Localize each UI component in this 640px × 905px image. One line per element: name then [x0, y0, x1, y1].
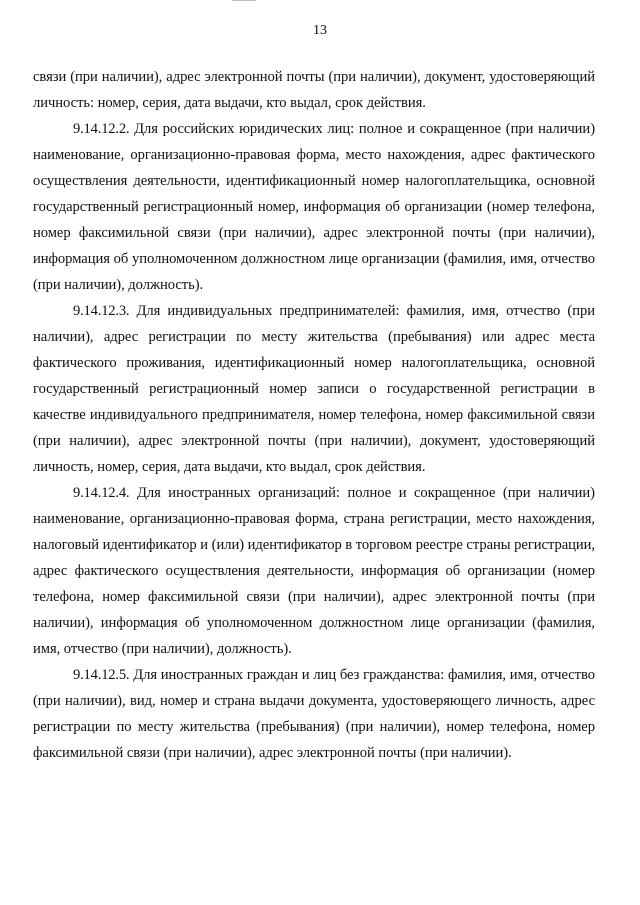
page-number: 13: [313, 23, 327, 38]
paragraph-number: 9.14.12.4.: [73, 485, 130, 501]
paragraph-text: связи (при наличии), адрес электронной почты (при наличии), документ, удостоверяющий личность: номер, серия, дата выдачи, кто выдал, срок действия.: [33, 69, 595, 111]
paragraph-number: 9.14.12.2.: [73, 121, 130, 137]
paragraph-text: Для иностранных граждан и лиц без гражданства: фамилия, имя, отчество (при наличии), вид, номер и страна выдачи документа, удостоверяющего личность, адрес регистрации по месту жительства (пребывания) (при наличии), номер телефона, номер факсимильной связи (при наличии), адрес электронной почты (при наличии).: [33, 667, 595, 761]
paragraph-9-14-12-5: [33, 662, 595, 766]
paragraph-text: Для индивидуальных предпринимателей: фамилия, имя, отчество (при наличии), адрес регистрации по месту жительства (пребывания) или адрес места фактического проживания, идентификационный номер налогоплательщика, основной государственный регистрационный номер записи о государственной регистрации в качестве индивидуального предпринимателя, номер телефона, номер факсимильной связи (при наличии), адрес электронной почты (при наличии), документ, удостоверяющий личность, номер, серия, дата выдачи, кто выдал, срок действия.: [33, 303, 595, 475]
paragraph-text: Для российских юридических лиц: полное и сокращенное (при наличии) наименование, организационно-правовая форма, место нахождения, адрес фактического осуществления деятельности, идентификационный номер налогоплательщика, основной государственный регистрационный номер, информация об организации (номер телефона, номер факсимильной связи (при наличии), адрес электронной почты (при наличии), информация об уполномоченном должностном лице организации (фамилия, имя, отчество (при наличии), должность).: [33, 121, 595, 293]
top-edge-mark: [232, 0, 256, 1]
paragraph-number: 9.14.12.3.: [73, 303, 130, 319]
paragraph-9-14-12-2: [33, 116, 595, 298]
paragraph-9-14-12-3: [33, 298, 595, 480]
paragraph-continuation: [33, 64, 595, 116]
paragraph-text: Для иностранных организаций: полное и сокращенное (при наличии) наименование, организационно-правовая форма, страна регистрации, место нахождения, налоговый идентификатор и (или) идентификатор в торговом реестре страны регистрации, адрес фактического осуществления деятельности, информация об организации (номер телефона, номер факсимильной связи (при наличии), адрес электронной почты (при наличии), информация об уполномоченном должностном лице организации (фамилия, имя, отчество (при наличии), должность).: [33, 485, 595, 657]
document-body: [33, 64, 595, 766]
paragraph-number: 9.14.12.5.: [73, 667, 130, 683]
paragraph-9-14-12-4: [33, 480, 595, 662]
